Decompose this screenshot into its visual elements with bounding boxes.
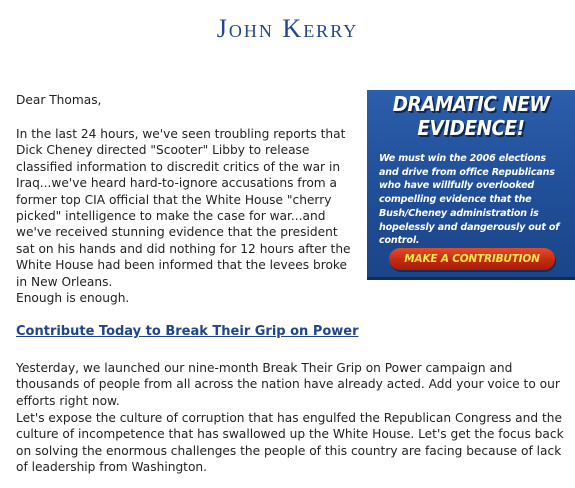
- page-title: John Kerry: [216, 14, 359, 43]
- contribute-link[interactable]: Contribute Today to Break Their Grip on Power: [16, 324, 359, 339]
- promo-headline-line2: EVIDENCE!: [417, 116, 525, 140]
- letter-paragraph-2: Enough is enough.: [16, 291, 130, 305]
- promo-banner[interactable]: [367, 90, 575, 280]
- letter-paragraph-1: In the last 24 hours, we've seen troubling reports that Dick Cheney directed "Scooter" Libby to release classified information to discredit critics of the war in Iraq...we've heard hard-to-ignore accusations from a former top CIA official that the White House "cherry picked" intelligence to make the case for war...and we've received stunning evidence that the president sat on his hands and did nothing for 12 hours after the White House had been informed that the levees broke in New Orleans.: [16, 127, 351, 289]
- promo-body-text: We must win the 2006 elections and drive from office Republicans who have willfully overlooked compelling evidence that the Bush/Cheney administration is hopelessly and dangerously out of control.: [379, 153, 560, 247]
- promo-headline: [375, 92, 566, 140]
- promo-headline-line1: DRAMATIC NEW: [392, 92, 550, 116]
- letter-greeting: Dear Thomas,: [16, 93, 102, 107]
- make-contribution-button[interactable]: MAKE A CONTRIBUTION: [389, 248, 555, 270]
- letter-paragraph-3: Yesterday, we launched our nine-month Break Their Grip on Power campaign and thousands of people from all across the nation have already acted. Add your voice to our efforts right now.: [16, 361, 560, 408]
- letter-paragraph-4: Let's expose the culture of corruption that has engulfed the Republican Congress and the culture of incompetence that has swallowed up the White House. Let's get the focus back on solving the enormous challenges the people of this country are facing because of lack of leadership from Washington.: [16, 411, 564, 475]
